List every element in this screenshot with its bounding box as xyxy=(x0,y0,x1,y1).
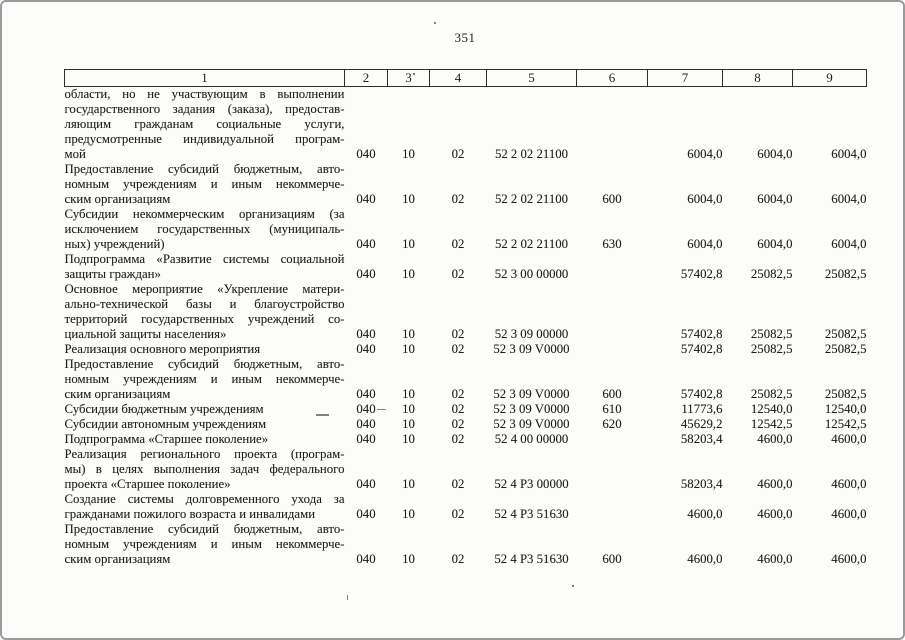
target-article-cell: 52 3 09 00000 xyxy=(494,327,569,341)
podrazdel-cell: 02 xyxy=(451,387,465,401)
target-article-cell: 52 2 02 21100 xyxy=(494,147,569,161)
vedomstvo-cell: 040 xyxy=(356,237,376,251)
amount-year3-cell: 12540,0 xyxy=(824,402,867,416)
amount-year2-cell: 4600,0 xyxy=(757,552,793,566)
table-row xyxy=(65,447,867,492)
row-title-cell: Создание системы долговременного ухода за гражданами пожилого возраста и инвалидами xyxy=(64,492,345,521)
vedomstvo-cell: 040 xyxy=(356,147,376,161)
amount-year1-cell: 4600,0 xyxy=(687,552,723,566)
vedomstvo-cell: 040 xyxy=(356,432,376,446)
row-title-cell: Субсидии бюджетным учреждениям xyxy=(64,402,264,416)
razdel-cell: 10 xyxy=(402,507,415,521)
target-article-cell: 52 3 09 V0000 xyxy=(493,387,570,401)
column-header-8: 8 xyxy=(723,70,793,87)
target-article-cell: 52 3 09 V0000 xyxy=(493,402,570,416)
amount-year2-cell: 25082,5 xyxy=(750,342,793,356)
amount-year3-cell: 4600,0 xyxy=(831,552,867,566)
amount-year2-cell: 4600,0 xyxy=(757,432,793,446)
podrazdel-cell: 02 xyxy=(451,477,465,491)
podrazdel-cell: 02 xyxy=(451,417,465,431)
table-row xyxy=(65,207,867,252)
amount-year2-cell: 6004,0 xyxy=(757,147,793,161)
row-title-cell: Субсидии автономным учреждениям xyxy=(64,417,267,431)
expense-type-cell: 610 xyxy=(602,402,622,416)
amount-year1-cell: 11773,6 xyxy=(681,402,723,416)
row-title-cell: Подпрограмма «Старшее поколение» xyxy=(64,432,269,446)
amount-year1-cell: 45629,2 xyxy=(680,417,723,431)
amount-year3-cell: 12542,5 xyxy=(824,417,867,431)
page-number: 351 xyxy=(454,30,476,45)
podrazdel-cell: 02 xyxy=(451,432,465,446)
target-article-cell: 52 3 00 00000 xyxy=(494,267,569,281)
vedomstvo-cell: 040 xyxy=(356,402,376,416)
podrazdel-cell: 02 xyxy=(451,507,465,521)
row-title-cell: Основное мероприятие «Укрепление матери- ально-технической базы и благоустройство территорий государственных учреждений со- циальной защиты населения» xyxy=(64,282,345,341)
target-article-cell: 52 2 02 21100 xyxy=(494,192,569,206)
header-row xyxy=(65,70,867,87)
expense-type-cell xyxy=(577,282,648,342)
razdel-cell: 10 xyxy=(402,327,415,341)
column-header-3: 3 xyxy=(388,70,430,87)
column-header-5: 5 xyxy=(487,70,577,87)
table-header xyxy=(65,70,867,87)
table-row xyxy=(65,252,867,282)
vedomstvo-cell: 040 xyxy=(356,267,376,281)
vedomstvo-cell: 040 xyxy=(356,507,376,521)
expense-type-cell: 630 xyxy=(602,237,622,251)
vedomstvo-cell: 040 xyxy=(356,477,376,491)
expense-type-cell xyxy=(577,432,648,447)
column-header-2: 2 xyxy=(345,70,388,87)
amount-year1-cell: 57402,8 xyxy=(680,387,723,401)
razdel-cell: 10 xyxy=(402,237,415,251)
podrazdel-cell: 02 xyxy=(451,147,465,161)
expense-type-cell xyxy=(577,447,648,492)
row-title-cell: Предоставление субсидий бюджетным, авто- номным учреждениям и иным некоммерче- ским организациям xyxy=(64,162,345,206)
razdel-cell: 10 xyxy=(402,147,415,161)
razdel-cell: 10 xyxy=(402,267,415,281)
row-title-cell: Реализация регионального проекта (програм- мы) в целях выполнения задач федерального проекта «Старшее поколение» xyxy=(64,447,345,491)
razdel-cell: 10 xyxy=(402,417,415,431)
amount-year1-cell: 57402,8 xyxy=(680,342,723,356)
target-article-cell: 52 4 P3 51630 xyxy=(494,552,569,566)
podrazdel-cell: 02 xyxy=(451,192,465,206)
podrazdel-cell: 02 xyxy=(451,552,465,566)
row-title-cell: Реализация основного мероприятия xyxy=(64,342,261,356)
amount-year2-cell: 4600,0 xyxy=(757,477,793,491)
amount-year3-cell: 25082,5 xyxy=(824,267,867,281)
table-row xyxy=(65,357,867,402)
razdel-cell: 10 xyxy=(402,552,415,566)
amount-year3-cell: 4600,0 xyxy=(831,507,867,521)
table-row xyxy=(65,432,867,447)
amount-year1-cell: 57402,8 xyxy=(680,267,723,281)
expense-type-cell: 600 xyxy=(602,387,622,401)
amount-year3-cell: 6004,0 xyxy=(831,237,867,251)
table-row xyxy=(65,492,867,522)
table-row xyxy=(65,522,867,567)
expense-type-cell: 600 xyxy=(602,192,622,206)
row-title-cell: Субсидии некоммерческим организациям (за исключением государственных (муниципаль- ных) учреждений) xyxy=(64,207,345,251)
scan-artifact xyxy=(434,22,436,24)
amount-year3-cell: 25082,5 xyxy=(824,387,867,401)
amount-year2-cell: 12542,5 xyxy=(750,417,793,431)
amount-year1-cell: 4600,0 xyxy=(687,507,723,521)
table-row xyxy=(65,417,867,432)
amount-year2-cell: 25082,5 xyxy=(750,267,793,281)
razdel-cell: 10 xyxy=(402,387,415,401)
table-row xyxy=(65,282,867,342)
podrazdel-cell: 02 xyxy=(451,327,465,341)
amount-year3-cell: 6004,0 xyxy=(831,192,867,206)
amount-year1-cell: 6004,0 xyxy=(687,237,723,251)
expense-type-cell xyxy=(577,342,648,357)
table-body xyxy=(65,87,867,568)
amount-year1-cell: 58203,4 xyxy=(680,477,723,491)
razdel-cell: 10 xyxy=(402,402,415,416)
amount-year3-cell: 4600,0 xyxy=(831,477,867,491)
expense-type-cell xyxy=(577,492,648,522)
amount-year2-cell: 4600,0 xyxy=(757,507,793,521)
column-header-4: 4 xyxy=(430,70,487,87)
expense-type-cell: 600 xyxy=(602,552,622,566)
scan-artifact xyxy=(316,414,329,416)
target-article-cell: 52 3 09 V0000 xyxy=(493,342,570,356)
amount-year3-cell: 25082,5 xyxy=(824,342,867,356)
razdel-cell: 10 xyxy=(402,432,415,446)
amount-year2-cell: 12540,0 xyxy=(750,402,793,416)
row-title-cell: Подпрограмма «Развитие системы социальной защиты граждан» xyxy=(64,252,345,281)
table-row xyxy=(65,87,867,163)
expense-type-cell xyxy=(577,252,648,282)
budget-table xyxy=(64,69,867,567)
amount-year2-cell: 25082,5 xyxy=(750,327,793,341)
column-header-6: 6 xyxy=(577,70,648,87)
razdel-cell: 10 xyxy=(402,342,415,356)
podrazdel-cell: 02 xyxy=(451,267,465,281)
scan-artifact xyxy=(413,73,415,75)
vedomstvo-cell: 040 xyxy=(356,342,376,356)
scan-artifact xyxy=(377,409,386,410)
amount-year1-cell: 58203,4 xyxy=(680,432,723,446)
amount-year3-cell: 25082,5 xyxy=(824,327,867,341)
table-row xyxy=(65,342,867,357)
amount-year2-cell: 25082,5 xyxy=(750,387,793,401)
podrazdel-cell: 02 xyxy=(451,342,465,356)
amount-year1-cell: 57402,8 xyxy=(680,327,723,341)
amount-year2-cell: 6004,0 xyxy=(757,192,793,206)
table-row xyxy=(65,402,867,417)
vedomstvo-cell: 040 xyxy=(356,387,376,401)
column-header-1: 1 xyxy=(65,70,345,87)
vedomstvo-cell: 040 xyxy=(356,552,376,566)
podrazdel-cell: 02 xyxy=(451,402,465,416)
target-article-cell: 52 4 00 00000 xyxy=(494,432,569,446)
amount-year1-cell: 6004,0 xyxy=(687,147,723,161)
column-header-7: 7 xyxy=(648,70,723,87)
row-title-cell: области, но не участвующим в выполнении государственного задания (заказа), предостав- ляющим гражданам социальные услуги, предусмотренные индивидуальной програм- мой xyxy=(64,87,345,161)
scan-artifact xyxy=(347,595,348,600)
podrazdel-cell: 02 xyxy=(451,237,465,251)
target-article-cell: 52 4 P3 00000 xyxy=(494,477,569,491)
amount-year2-cell: 6004,0 xyxy=(757,237,793,251)
scan-artifact xyxy=(572,585,574,587)
target-article-cell: 52 2 02 21100 xyxy=(494,237,569,251)
vedomstvo-cell: 040 xyxy=(356,417,376,431)
column-header-9: 9 xyxy=(793,70,867,87)
amount-year3-cell: 4600,0 xyxy=(831,432,867,446)
amount-year3-cell: 6004,0 xyxy=(831,147,867,161)
razdel-cell: 10 xyxy=(402,477,415,491)
row-title-cell: Предоставление субсидий бюджетным, авто- номным учреждениям и иным некоммерче- ским организациям xyxy=(64,522,345,566)
expense-type-cell xyxy=(577,87,648,163)
vedomstvo-cell: 040 xyxy=(356,192,376,206)
razdel-cell: 10 xyxy=(402,192,415,206)
table-row xyxy=(65,162,867,207)
row-title-cell: Предоставление субсидий бюджетным, авто- номным учреждениям и иным некоммерче- ским организациям xyxy=(64,357,345,401)
target-article-cell: 52 3 09 V0000 xyxy=(493,417,570,431)
amount-year1-cell: 6004,0 xyxy=(687,192,723,206)
target-article-cell: 52 4 P3 51630 xyxy=(494,507,569,521)
expense-type-cell: 620 xyxy=(602,417,622,431)
vedomstvo-cell: 040 xyxy=(356,327,376,341)
